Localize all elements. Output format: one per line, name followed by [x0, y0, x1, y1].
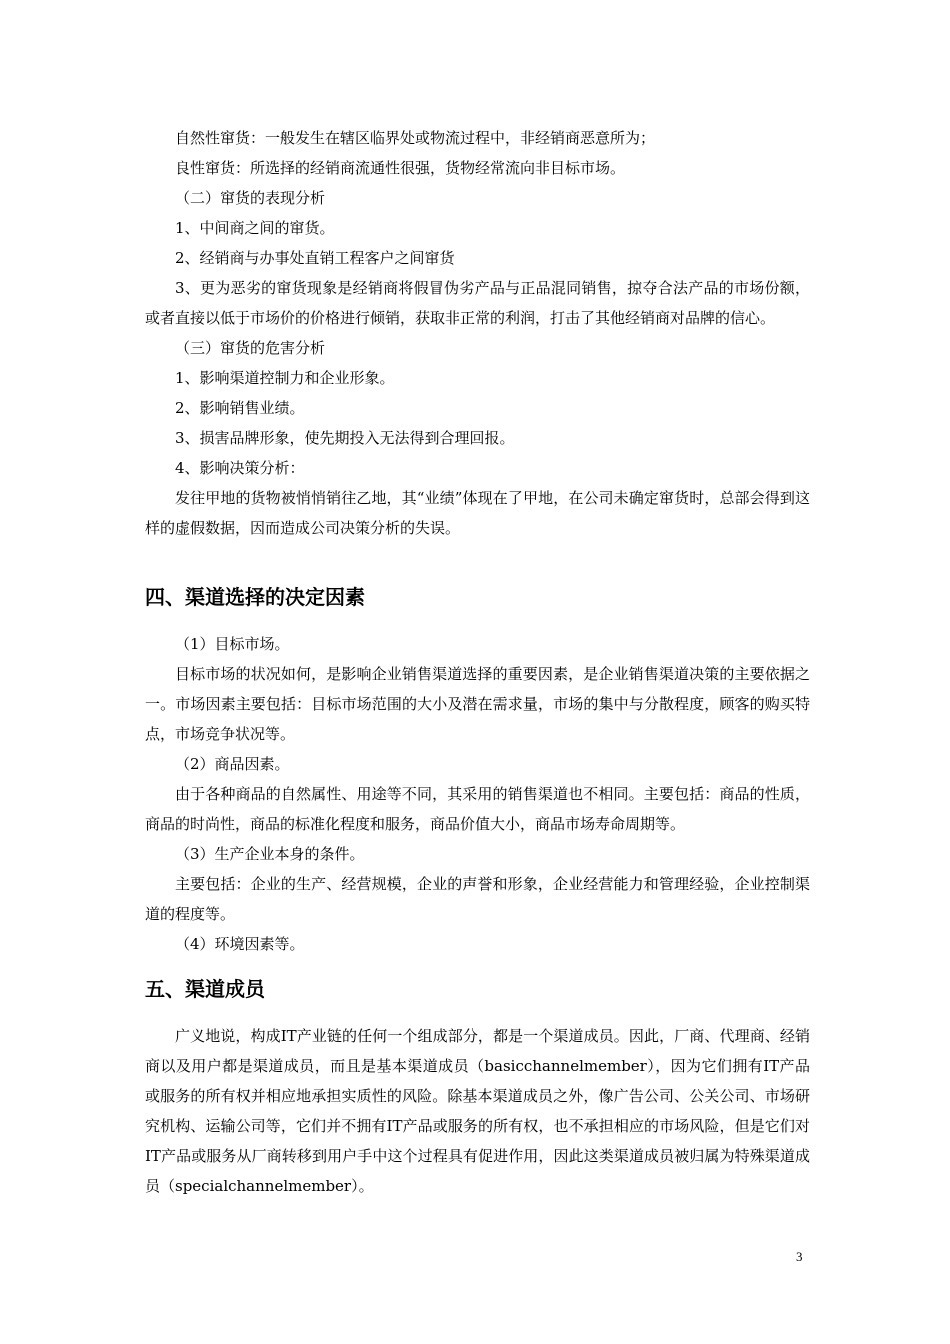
section-4-heading: 四、渠道选择的决定因素 — [145, 585, 365, 609]
paragraph: 广义地说，构成IT产业链的任何一个组成部分，都是一个渠道成员。因此，厂商、代理商、经销商以及用户都是渠道成员，而且是基本渠道成员（basicchannelmember），因为它们拥有IT产品或服务的所有权并相应地承担实质性的风险。除基本渠道成员之外，像广告公司、公关公司、市场研究机构、运输公司等，它们并不拥有IT产品或服务的所有权，也不承担相应的市场风险，但是它们对IT产品或服务从厂商转移到用户手中这个过程具有促进作用，因此这类渠道成员被归属为特殊渠道成员（specialchannelmember）。 — [145, 1027, 810, 1195]
factor-label: （4）环境因素等。 — [175, 935, 305, 953]
factor-label: （3）生产企业本身的条件。 — [175, 845, 365, 863]
subsection-heading: （三）窜货的危害分析 — [175, 339, 326, 357]
paragraph: 发往甲地的货物被悄悄销往乙地，其“业绩”体现在了甲地，在公司未确定窜货时，总部会得到这样的虚假数据，因而造成公司决策分析的失误。 — [145, 489, 810, 537]
list-item: 3、损害品牌形象，使先期投入无法得到合理回报。 — [175, 429, 515, 447]
list-item: 2、影响销售业绩。 — [175, 399, 305, 417]
subsection-heading: （二）窜货的表现分析 — [175, 189, 326, 207]
paragraph: 目标市场的状况如何，是影响企业销售渠道选择的重要因素，是企业销售渠道决策的主要依据之一。市场因素主要包括：目标市场范围的大小及潜在需求量，市场的集中与分散程度，顾客的购买特点，市场竞争状况等。 — [145, 665, 810, 743]
paragraph: 自然性窜货：一般发生在辖区临界处或物流过程中，非经销商恶意所为； — [175, 129, 656, 147]
section-5-body — [145, 1021, 810, 1201]
list-item: 2、经销商与办事处直销工程客户之间窜货 — [175, 249, 455, 267]
paragraph: 主要包括：企业的生产、经营规模，企业的声誉和形象，企业经营能力和管理经验，企业控制渠道的程度等。 — [145, 875, 810, 923]
paragraph: 由于各种商品的自然属性、用途等不同，其采用的销售渠道也不相同。主要包括：商品的性质，商品的时尚性，商品的标准化程度和服务，商品价值大小，商品市场寿命周期等。 — [145, 785, 810, 833]
paragraph: 良性窜货：所选择的经销商流通性很强，货物经常流向非目标市场。 — [175, 159, 626, 177]
list-item: 3、更为恶劣的窜货现象是经销商将假冒伪劣产品与正品混同销售，掠夺合法产品的市场份额，或者直接以低于市场价的价格进行倾销，获取非正常的利润，打击了其他经销商对品牌的信心。 — [145, 279, 810, 327]
section-5-heading: 五、渠道成员 — [145, 977, 265, 1001]
list-item: 4、影响决策分析： — [175, 459, 305, 477]
factor-label: （1）目标市场。 — [175, 635, 290, 653]
list-item: 1、中间商之间的窜货。 — [175, 219, 335, 237]
section-3-continuation — [145, 123, 810, 543]
section-4-body — [145, 629, 810, 959]
factor-label: （2）商品因素。 — [175, 755, 290, 773]
page-number: 3 — [796, 1249, 803, 1264]
list-item: 1、影响渠道控制力和企业形象。 — [175, 369, 395, 387]
